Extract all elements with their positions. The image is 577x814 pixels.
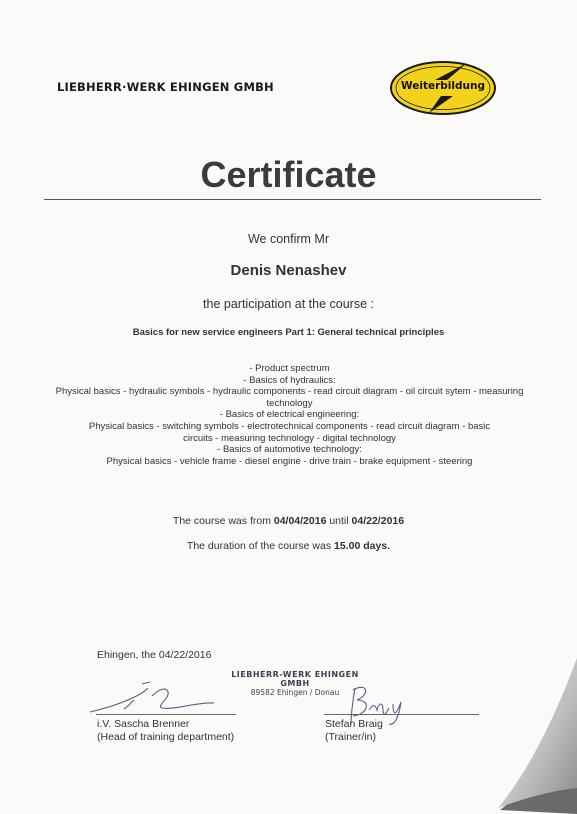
course-duration: [0, 540, 577, 552]
stamp-line-address: 89582 Ehingen / Donau: [250, 688, 340, 697]
signature-left: [86, 678, 236, 718]
topic-line: Physical basics - switching symbols - electrotechnical components - read circuit diagram - basic: [88, 420, 491, 432]
date-from: 04/04/2016: [273, 515, 327, 527]
dates-middle: until: [326, 515, 352, 527]
signer-left-role: (Head of training department): [97, 731, 235, 743]
signer-left-name: i.V. Sascha Brenner: [97, 718, 190, 730]
topic-line: - Product spectrum: [249, 363, 330, 374]
topic-line: circuits - measuring technology - digital technology: [183, 432, 396, 444]
stamp-line-company: LIEBHERR-WERK EHINGEN: [231, 670, 359, 679]
dates-prefix: The course was from: [172, 515, 274, 527]
signature-line-right: [324, 714, 479, 715]
participation-text: the participation at the course :: [203, 297, 374, 311]
signer-right-role: (Trainer/in): [325, 731, 376, 743]
signer-left: [97, 718, 234, 744]
topic-line: - Basics of hydraulics:: [243, 374, 336, 386]
title-divider: [44, 199, 541, 200]
signer-right-name: Stefan Braig: [325, 718, 383, 730]
stamp-line-gmbh: GMBH: [280, 679, 310, 688]
course-title: Basics for new service engineers Part 1: General technical principles: [132, 327, 445, 338]
topic-line: - Basics of automotive technology:: [217, 444, 362, 456]
date-until: 04/22/2016: [351, 515, 405, 527]
duration-prefix: The duration of the course was: [186, 540, 335, 552]
signature-line-left: [96, 714, 236, 715]
signer-right: [325, 718, 383, 744]
topic-line: - Basics of electrical engineering:: [219, 409, 360, 421]
duration-value: 15.00 days.: [334, 540, 391, 552]
page-curl: [470, 640, 577, 814]
place-date: Ehingen, the 04/22/2016: [97, 649, 212, 661]
topic-line: Physical basics - hydraulic symbols - hydraulic components - read circuit diagram - oil circuit sytem - measuring: [55, 386, 524, 398]
weiterbildung-logo: [389, 60, 497, 116]
logo-text: Weiterbildung: [401, 80, 485, 92]
confirm-text: We confirm Mr: [247, 232, 330, 246]
participant-name: Denis Nenashev: [230, 262, 347, 279]
topic-line: Physical basics - vehicle frame - diesel engine - drive train - brake equipment - steering: [106, 455, 473, 467]
course-topics: [42, 363, 537, 467]
company-header: LIEBHERR·WERK EHINGEN GMBH: [57, 80, 274, 94]
topic-line: technology: [266, 397, 313, 409]
certificate-title: Certificate: [200, 154, 377, 195]
course-dates: [0, 515, 577, 527]
